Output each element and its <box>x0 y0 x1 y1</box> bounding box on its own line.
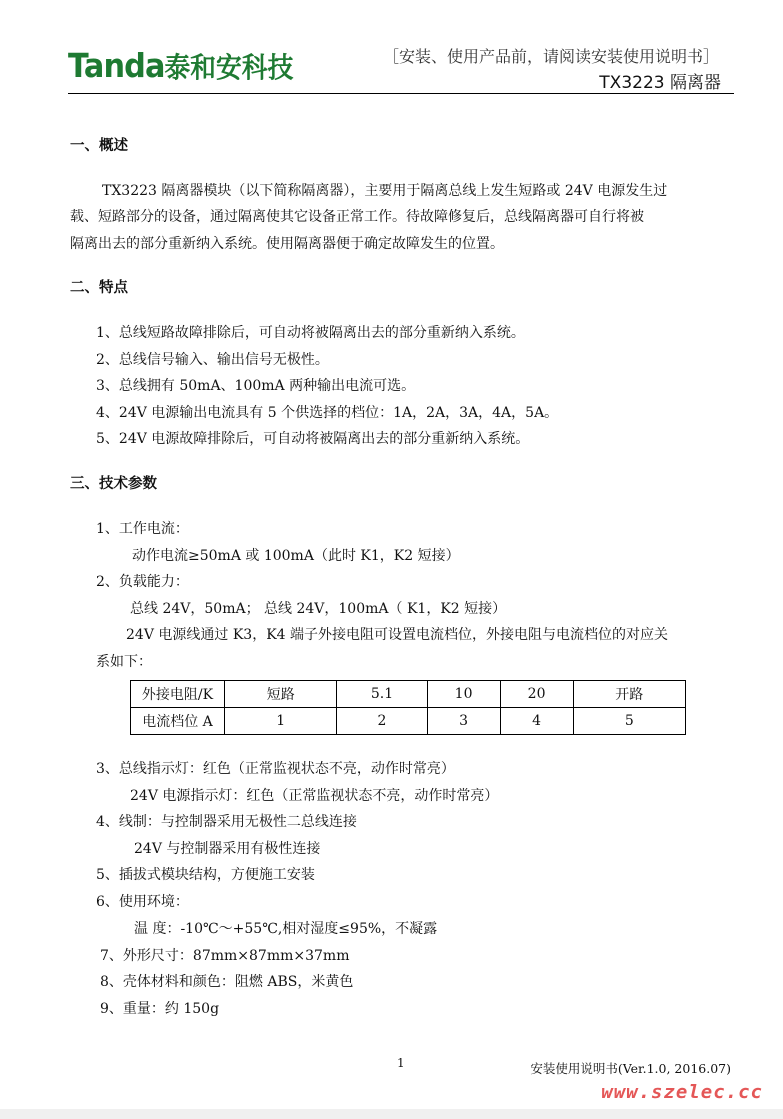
spec-power-indicator: 24V 电源指示灯：红色（正常监视状态不亮，动作时常亮） <box>130 788 499 804</box>
viewer-bottom-bar <box>0 1109 783 1119</box>
footer-version: 安装使用说明书(Ver.1.0, 2016.07) <box>530 1061 731 1076</box>
spec-load-resistor-note-2: 系如下： <box>96 654 152 670</box>
feature-item-3: 3、总线拥有 50mA、100mA 两种输出电流可选。 <box>96 378 416 394</box>
spec-operating-current-detail: 动作电流≥50mA 或 100mA（此时 K1，K2 短接） <box>132 548 460 564</box>
table-cell: 电流档位 A <box>131 708 225 735</box>
spec-environment-detail: 温 度：-10℃～+55℃,相对湿度≤95%，不凝露 <box>134 921 438 937</box>
table-cell: 5 <box>573 708 685 735</box>
header-divider <box>68 93 734 94</box>
overview-line-1: TX3223 隔离器模块（以下简称隔离器），主要用于隔离总线上发生短路或 24V 电源发生过 <box>102 183 668 199</box>
spec-structure: 5、插拔式模块结构，方便施工安装 <box>96 867 315 883</box>
spec-environment: 6、使用环境： <box>96 894 189 910</box>
spec-weight: 9、重量：约 150g <box>100 1001 220 1017</box>
page-number: 1 <box>397 1056 405 1070</box>
logo-latin: Tanda <box>68 46 165 85</box>
spec-wiring: 4、线制：与控制器采用无极性二总线连接 <box>96 814 357 830</box>
spec-wiring-24v: 24V 与控制器采用有极性连接 <box>134 841 321 857</box>
table-cell: 20 <box>500 681 573 708</box>
table-cell: 5.1 <box>337 681 427 708</box>
table-cell: 4 <box>500 708 573 735</box>
table-row <box>131 681 686 708</box>
header-note: ［安装、使用产品前，请阅读安装使用说明书］ <box>382 47 719 66</box>
feature-item-2: 2、总线信号输入、输出信号无极性。 <box>96 352 329 368</box>
table-cell: 3 <box>427 708 500 735</box>
company-logo <box>68 46 293 86</box>
table-row <box>131 708 686 735</box>
table-cell: 10 <box>427 681 500 708</box>
feature-item-4: 4、24V 电源输出电流具有 5 个供选择的档位：1A，2A，3A，4A，5A。 <box>96 405 559 421</box>
spec-load-resistor-note-1: 24V 电源线通过 K3，K4 端子外接电阻可设置电流档位，外接电阻与电流档位的对应关 <box>126 627 669 643</box>
table-cell: 短路 <box>225 681 337 708</box>
table-cell: 1 <box>225 708 337 735</box>
logo-chinese: 泰和安科技 <box>164 51 294 84</box>
section-features-title: 二、特点 <box>70 280 128 296</box>
feature-item-1: 1、总线短路故障排除后，可自动将被隔离出去的部分重新纳入系统。 <box>96 325 525 341</box>
table-cell: 开路 <box>573 681 685 708</box>
feature-item-5: 5、24V 电源故障排除后，可自动将被隔离出去的部分重新纳入系统。 <box>96 431 530 447</box>
spec-operating-current: 1、工作电流： <box>96 521 189 537</box>
table-cell: 外接电阻/K <box>131 681 225 708</box>
spec-bus-indicator: 3、总线指示灯：红色（正常监视状态不亮，动作时常亮） <box>96 761 455 777</box>
spec-dimensions: 7、外形尺寸：87mm×87mm×37mm <box>100 948 350 964</box>
watermark: www.szelec.cc <box>601 1081 763 1103</box>
spec-load-capacity-detail: 总线 24V，50mA； 总线 24V，100mA（ K1，K2 短接） <box>130 601 507 617</box>
table-cell: 2 <box>337 708 427 735</box>
header-product-title: TX3223 隔离器 <box>599 73 721 93</box>
spec-housing: 8、壳体材料和颜色：阻燃 ABS，米黄色 <box>100 974 354 990</box>
section-overview-title: 一、概述 <box>70 138 128 154</box>
overview-line-2: 载、短路部分的设备，通过隔离使其它设备正常工作。待故障修复后，总线隔离器可自行将被 <box>70 209 644 225</box>
section-specs-title: 三、技术参数 <box>70 476 157 492</box>
overview-line-3: 隔离出去的部分重新纳入系统。使用隔离器便于确定故障发生的位置。 <box>70 236 504 252</box>
resistor-current-table <box>130 680 686 735</box>
spec-load-capacity: 2、负载能力： <box>96 574 189 590</box>
